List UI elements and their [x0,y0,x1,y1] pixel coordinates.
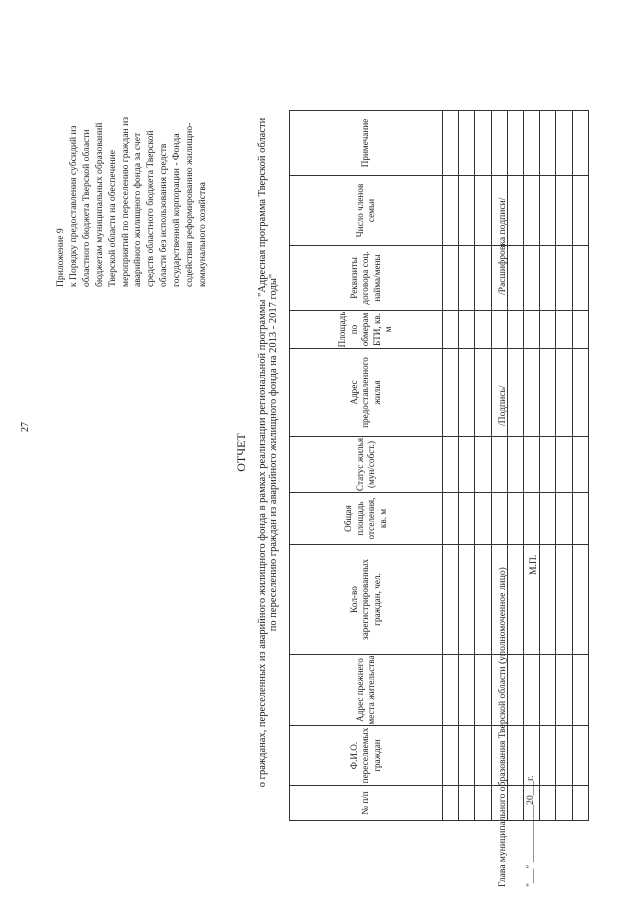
table-cell [507,545,523,655]
table-row [459,111,475,821]
table-cell [540,786,556,821]
table-cell [459,176,475,246]
table-cell [572,493,588,545]
table-cell [491,311,507,349]
table-cell [540,349,556,437]
table-row [556,111,572,821]
table-cell [475,655,491,726]
table-cell [523,493,539,545]
table-body [443,111,589,821]
page-number: 27 [20,422,31,432]
table-cell [523,246,539,311]
appendix-line: Приложение 9 [55,228,66,287]
table-cell [540,545,556,655]
appendix-line: к Порядку предоставления субсидий из [67,125,79,287]
table-cell [540,437,556,493]
table-cell [523,111,539,176]
table-cell [491,437,507,493]
appendix-line: областного бюджета Тверской области [80,129,92,287]
table-cell [475,176,491,246]
table-cell [556,437,572,493]
signature-label: /Подпись/ [497,385,508,426]
table-cell [507,655,523,726]
table-cell [475,349,491,437]
table-cell [572,726,588,786]
table-cell [556,726,572,786]
table-cell [507,437,523,493]
table-cell [475,311,491,349]
col-header-note: Примечание [290,111,443,176]
table-cell [572,437,588,493]
table-cell [475,545,491,655]
table-row [475,111,491,821]
appendix-note [55,25,210,287]
table-cell [540,655,556,726]
table-cell [507,786,523,821]
table-cell [556,349,572,437]
table-cell [507,493,523,545]
report-subtitle: о гражданах, переселенных из аварийного жилищного фонда в рамках реализации региональной программы "Адресная программа Тверской области [257,117,268,788]
table-cell [475,437,491,493]
appendix-line: содействия реформированию жилищно- [184,122,196,287]
table-cell [459,726,475,786]
table-cell [540,726,556,786]
table-cell [556,311,572,349]
table-cell [459,545,475,655]
table-cell [475,246,491,311]
table-cell [475,786,491,821]
report-subtitle-continued: по переселению граждан из аварийного жилищного фонда на 2013 - 2017 годы" [268,273,279,632]
table-cell [556,111,572,176]
table-cell [540,111,556,176]
table-cell [572,311,588,349]
table-cell [572,176,588,246]
table-cell [443,246,459,311]
table-row [523,111,539,821]
table-row [443,111,459,821]
table-cell [523,311,539,349]
report-title: ОТЧЕТ [234,433,248,472]
table-cell [459,311,475,349]
table-cell [443,493,459,545]
col-header-new-address: Адрес предоставленного жилья [290,349,443,437]
table-cell [507,726,523,786]
appendix-line: бюджетам муниципальных образований [93,122,105,287]
table-cell [572,111,588,176]
table-cell [572,349,588,437]
table-cell [459,437,475,493]
col-header-contract-details: Реквизиты договора соц. найма/мены [290,246,443,311]
table-cell [556,786,572,821]
table-cell [443,726,459,786]
table-cell [507,246,523,311]
table-row [540,111,556,821]
table-cell [459,655,475,726]
table-cell [556,655,572,726]
appendix-line: мероприятий по переселению граждан из [119,116,131,287]
col-header-bti-area: Площадь по обмерам БТИ, кв. м [290,311,443,349]
table-cell [507,111,523,176]
table-cell [459,786,475,821]
table-row [572,111,588,821]
appendix-line: государственной корпорации - Фонда [171,133,183,287]
table-cell [572,786,588,821]
table-cell [475,726,491,786]
report-table [289,110,589,821]
table-cell [507,311,523,349]
table-header-row [290,111,443,821]
table-cell [523,349,539,437]
table-cell [572,545,588,655]
table-cell [459,111,475,176]
table-cell [556,545,572,655]
table-cell [491,111,507,176]
table-cell [459,246,475,311]
col-header-housing-status: Статус жилья (мун/собст.) [290,437,443,493]
appendix-line: области без использования средств [158,143,170,287]
table-cell [540,246,556,311]
table-cell [556,493,572,545]
table-cell [540,176,556,246]
appendix-line: коммунального хозяйства [196,182,208,287]
appendix-line: аварийного жилищного фонда за счет [132,132,144,287]
seal-label: М.П. [528,554,539,575]
table-cell [443,111,459,176]
col-header-number: № п/п [290,786,443,821]
table-cell [523,176,539,246]
table-cell [572,246,588,311]
table-cell [459,349,475,437]
col-header-family-members: Число членов семьи [290,176,443,246]
table-row [507,111,523,821]
table-cell [523,655,539,726]
table-cell [459,493,475,545]
date-line: "___" ____________20___г. [525,775,536,887]
table-cell [556,176,572,246]
table-cell [507,176,523,246]
table-cell [475,111,491,176]
appendix-line: средств областного бюджета Тверской [145,130,157,287]
table-cell [572,655,588,726]
table-cell [556,246,572,311]
table-cell [540,311,556,349]
col-header-full-name: Ф.И.О. переселяемых граждан [290,726,443,786]
table-cell [443,311,459,349]
col-header-total-area: Общая площадь отселения, кв. м [290,493,443,545]
table-cell [491,493,507,545]
table-cell [507,349,523,437]
appendix-line: Тверской области на обеспечение [106,149,118,287]
table-cell [443,176,459,246]
table-cell [443,655,459,726]
table-cell [443,349,459,437]
table-cell [443,786,459,821]
table-cell [443,545,459,655]
col-header-registered-count: Кол-во зарегистрированных граждан, чел. [290,545,443,655]
col-header-previous-address: Адрес прежнего места жительства [290,655,443,726]
table-cell [523,437,539,493]
table-cell [443,437,459,493]
head-of-municipality-label: Глава муниципального образования Тверской области (уполномоченное лицо) [497,567,508,887]
table-cell [475,493,491,545]
signature-decode-label: /Расшифровка подписи/ [497,197,508,295]
table-cell [540,493,556,545]
